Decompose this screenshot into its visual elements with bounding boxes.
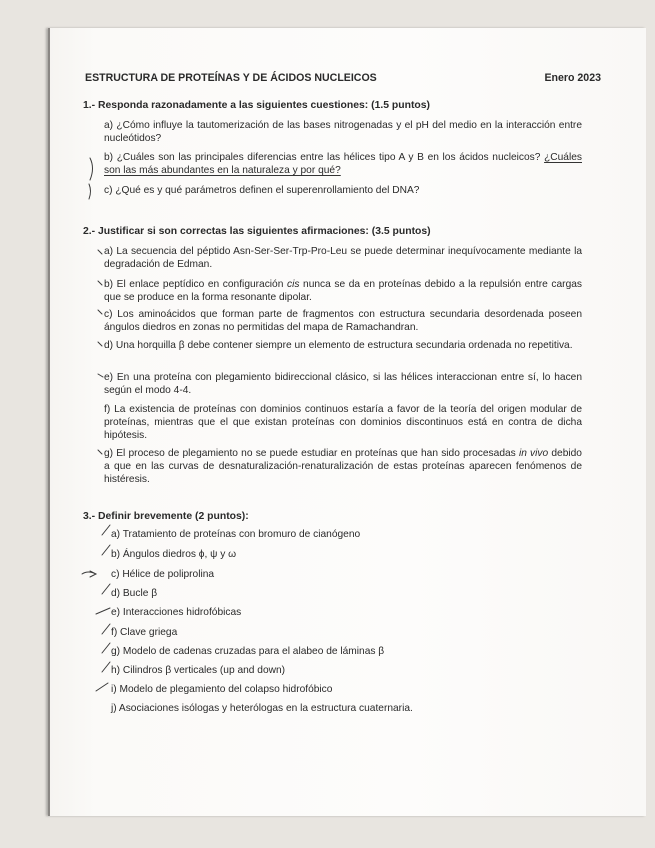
q1-b-text: b) ¿Cuáles son las principales diferencias entre las hélices tipo A y B en los ácidos nucleicos?: [104, 152, 541, 163]
section-2-title: 2.- Justificar si son correctas las siguientes afirmaciones: (3.5 puntos): [83, 226, 431, 237]
q2-b-text-1: b) El enlace peptídico en configuración: [104, 279, 287, 290]
bracket-mark: [89, 184, 91, 199]
q2-g-italic: in vivo: [518, 448, 549, 459]
q3-g: g) Modelo de cadenas cruzadas para el alabeo de láminas β: [111, 646, 385, 657]
section-3-title: 3.- Definir brevemente (2 puntos):: [83, 511, 249, 522]
q3-d: d) Bucle β: [111, 588, 158, 599]
q2-g-text-1: g) El proceso de plegamiento no se puede estudiar en proteínas que han sido procesadas: [104, 448, 519, 459]
exam-date: Enero 2023: [544, 72, 601, 84]
q2-b-text-2: nunca se da en proteínas debido a la repulsión entre cargas que se produce en la forma resonante dipolar.: [104, 279, 582, 303]
q3-b: b) Ángulos diedros ϕ, ψ y ω: [111, 549, 237, 560]
q2-f: f) La existencia de proteínas con dominios continuos estaría a favor de la teoría del origen modular de proteínas, mientras que el que existan proteínas con dominios discontinuos está en contra de dicha hipótesis.: [104, 404, 582, 441]
pencil-marks: [48, 28, 646, 816]
slash-mark: [96, 525, 110, 691]
q3-e: e) Interacciones hidrofóbicas: [111, 607, 242, 618]
q2-g-text-2: debido a que en las curvas de desnaturalización-renaturalización de estas proteínas aparecen fenómenos de histéresis.: [104, 448, 582, 485]
q2-b-italic: cis: [287, 279, 300, 290]
q3-h: h) Cilindros β verticales (up and down): [111, 665, 286, 676]
bracket-mark: [90, 158, 93, 180]
tick-mark: [98, 250, 103, 454]
q3-i: i) Modelo de plegamiento del colapso hidrofóbico: [111, 684, 333, 695]
q2-c: c) Los aminoácidos que forman parte de fragmentos con estructura secundaria desordenada poseen ángulos diedros en zonas no permitidas del mapa de Ramachandran.: [104, 309, 582, 333]
q1-b-underlined: ¿Cuáles son las más abundantes en la naturaleza y por qué?: [104, 152, 582, 176]
exam-title: ESTRUCTURA DE PROTEÍNAS Y DE ÁCIDOS NUCLEICOS: [85, 72, 377, 84]
q3-a: a) Tratamiento de proteínas con bromuro de cianógeno: [111, 529, 361, 540]
section-1-title: 1.- Responda razonadamente a las siguientes cuestiones: (1.5 puntos): [83, 100, 431, 111]
exam-sheet: [48, 28, 646, 816]
q1-a: a) ¿Cómo influye la tautomerización de las bases nitrogenadas y el pH del medio en la interacción entre nucleótidos?: [104, 120, 582, 144]
arrow-mark: [82, 571, 96, 577]
q3-c: c) Hélice de poliprolina: [111, 569, 215, 580]
q1-c: c) ¿Qué es y qué parámetros definen el superenrollamiento del DNA?: [104, 185, 420, 196]
q2-a: a) La secuencia del péptido Asn-Ser-Ser-Trp-Pro-Leu se puede determinar inequívocamente mediante la degradación de Edman.: [104, 246, 582, 270]
q3-j: j) Asociaciones isólogas y heterólogas en la estructura cuaternaria.: [111, 703, 413, 714]
q2-d: d) Una horquilla β debe contener siempre un elemento de estructura secundaria ordenada no repetitiva.: [104, 340, 573, 351]
q3-f: f) Clave griega: [111, 627, 178, 638]
q2-e: e) En una proteína con plegamiento bidireccional clásico, si las hélices interaccionan entre sí, lo hacen según el modo 4-4.: [104, 372, 582, 396]
